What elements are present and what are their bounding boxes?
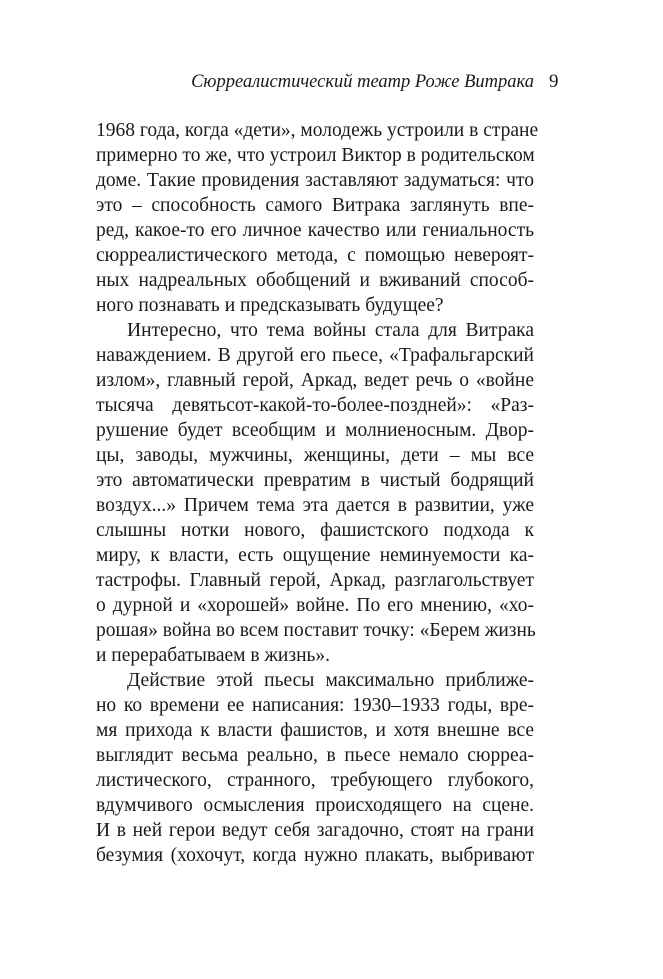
text-line: слышны нотки нового, фашистского подхода к [96,520,534,541]
text-line: ного познавать и предсказывать будущее? [96,295,444,316]
text-line: и перерабатываем в жизнь». [96,645,331,666]
text-line: миру, к власти, есть ощущение неминуемости ка- [96,545,534,566]
text-line: ных надреальных обобщений и вживаний способ- [96,270,534,291]
text-line: рошая» война во всем поставит точку: «Берем жизнь [96,620,536,641]
text-line: наваждением. В другой его пьесе, «Трафальгарский [96,345,534,366]
text-line: ред, какое-то его личное качество или гениальность [96,220,534,241]
text-line: Действие этой пьесы максимально приближе- [127,670,534,691]
text-line: о дурной и «хорошей» войне. По его мнению, «хо- [96,595,534,616]
text-line: И в ней герои ведут себя загадочно, стоят на грани [96,820,534,841]
text-line: воздух...» Причем тема эта дается в развитии, уже [96,495,534,516]
text-line: безумия (хохочут, когда нужно плакать, выбривают [96,845,534,866]
text-line: мя прихода к власти фашистов, и хотя внешне все [96,720,534,741]
text-line: это – способность самого Витрака заглянуть впе- [96,195,534,216]
text-line: тастрофы. Главный герой, Аркад, разглагольствует [96,570,534,591]
page-number: 9 [549,71,559,92]
text-line: цы, заводы, мужчины, женщины, дети – мы все [96,445,534,466]
text-line: доме. Такие провидения заставляют задуматься: что [96,170,534,191]
text-line: Интересно, что тема войны стала для Витрака [127,320,534,341]
text-line: вдумчивого осмысления происходящего на сцене. [96,795,534,816]
text-line: примерно то же, что устроил Виктор в родительском [96,145,535,166]
text-line: листического, странного, требующего глубокого, [96,770,534,791]
text-line: 1968 года, когда «дети», молодежь устроили в стране [96,120,539,141]
running-head: Сюрреалистический театр Роже Витрака [191,72,534,92]
text-line: выглядит весьма реально, в пьесе немало сюрреа- [96,745,534,766]
text-line: тысяча девятьсот-какой-то-более-поздней»: «Раз- [96,395,534,416]
body-text [96,118,539,868]
text-line: сюрреалистического метода, с помощью невероят- [96,245,534,266]
text-line: излом», главный герой, Аркад, ведет речь о «войне [96,370,534,391]
text-line: рушение будет всеобщим и молниеносным. Двор- [96,420,534,441]
text-line: но ко времени ее написания: 1930–1933 годы, вре- [96,695,534,716]
text-line: это автоматически превратим в чистый бодрящий [96,470,534,491]
